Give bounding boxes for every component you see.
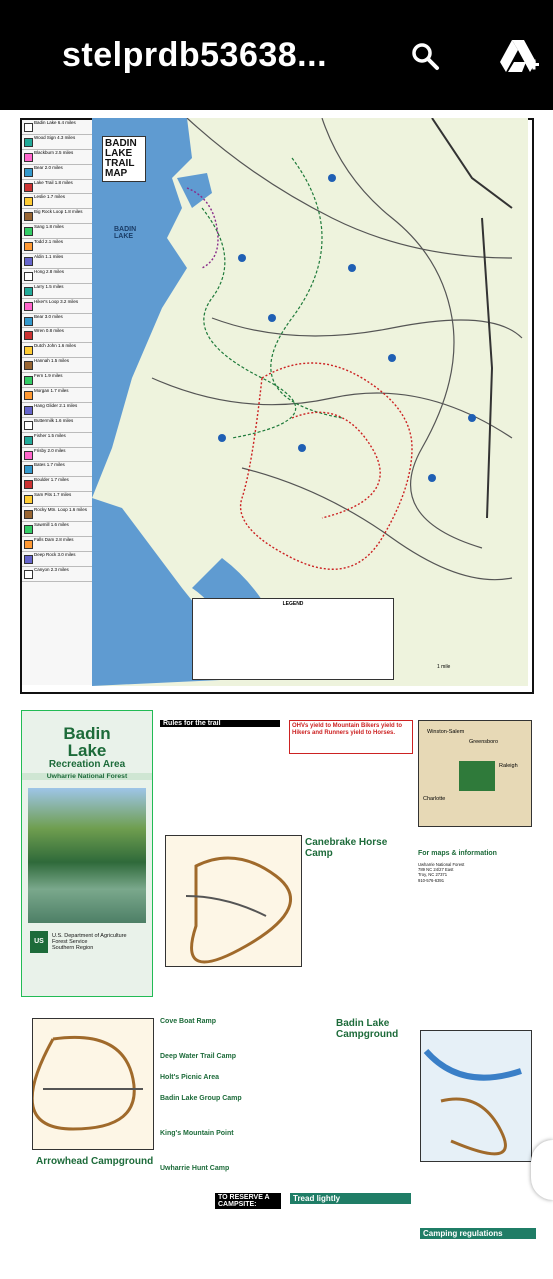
map-title: BADIN LAKE TRAIL MAP	[102, 136, 146, 182]
trail-list-item	[22, 448, 92, 463]
usda-line1: U.S. Department of Agriculture	[52, 933, 127, 939]
usda-logo-icon: US	[30, 931, 48, 953]
trail-color-swatch	[24, 138, 33, 147]
trail-color-swatch	[24, 465, 33, 474]
trail-list-item	[22, 224, 92, 239]
trail-list-label: Hang Glider 2.1 miles	[34, 402, 78, 408]
trail-list-item	[22, 239, 92, 254]
trail-list-item	[22, 433, 92, 448]
maps-info-heading: For maps & information	[418, 850, 497, 857]
trail-list-item	[22, 194, 92, 209]
trail-color-swatch	[24, 495, 33, 504]
trail-list-label: Sam Pits 1.7 miles	[34, 492, 72, 498]
trail-list-item	[22, 180, 92, 195]
trail-color-swatch	[24, 197, 33, 206]
trail-list-label: Sawmill 1.6 miles	[34, 522, 69, 528]
trail-list-label: Leslie 1.7 miles	[34, 194, 66, 200]
rules-heading: Rules for the trail	[160, 720, 280, 727]
trail-color-swatch	[24, 451, 33, 460]
lake-label: BADIN LAKE	[114, 226, 137, 240]
trail-color-swatch	[24, 406, 33, 415]
trail-list-item	[22, 462, 92, 477]
trail-list-item	[22, 492, 92, 507]
document-title: stelprdb53638...	[62, 36, 328, 74]
arrowhead-map	[32, 1018, 154, 1150]
trail-list-item	[22, 358, 92, 373]
trail-list-item	[22, 343, 92, 358]
trail-list-label: Bates 1.7 miles	[34, 462, 65, 468]
trail-list-label: Larry 1.5 miles	[34, 283, 64, 289]
trail-color-swatch	[24, 242, 33, 251]
usda-line2: Forest Service	[52, 939, 88, 945]
trail-color-swatch	[24, 227, 33, 236]
trail-list-label: Dutch John 1.6 miles	[34, 343, 77, 349]
trail-list-label: Morgan 1.7 miles	[34, 388, 69, 394]
facilities-column: Cove Boat Ramp Deep Water Trail Camp Holt's Picnic Area Badin Lake Group Camp King's Mountain Point Uwharrie Hunt Camp	[160, 1018, 242, 1172]
trail-list-item	[22, 269, 92, 284]
trail-list-item	[22, 507, 92, 522]
trail-list-label: Wood Sign 4.3 miles	[34, 134, 76, 140]
trail-list-label: Bear 2.0 miles	[34, 164, 63, 170]
trail-list-label: Boulder 1.7 miles	[34, 477, 69, 483]
trail-list-label: Canyon 2.3 miles	[34, 566, 69, 572]
tread-lightly-heading: Tread lightly	[290, 1193, 411, 1204]
trail-list-item	[22, 388, 92, 403]
lake-photo	[28, 788, 146, 923]
trail-color-swatch	[24, 331, 33, 340]
camping-regs-heading: Camping regulations	[420, 1228, 536, 1239]
trail-list-label: Aldin 1.1 miles	[34, 254, 64, 260]
trail-list-item	[22, 537, 92, 552]
trail-list-label: Hannah 1.5 miles	[34, 358, 70, 364]
map-scale: 1 mile	[437, 664, 451, 670]
trail-color-swatch	[24, 555, 33, 564]
badin-campground-title: Badin Lake Campground	[336, 1018, 399, 1040]
trail-list-item	[22, 522, 92, 537]
trail-list-item	[22, 299, 92, 314]
trail-list-label: Wren 0.8 miles	[34, 328, 64, 334]
trail-color-swatch	[24, 123, 33, 132]
google-drive-add-icon[interactable]	[500, 36, 540, 76]
trail-list-label: Hong 2.8 miles	[34, 268, 65, 274]
trail-list-item	[22, 150, 92, 165]
trail-color-swatch	[24, 168, 33, 177]
trail-list-item	[22, 120, 92, 135]
trail-list-item	[22, 477, 92, 492]
reserve-heading: TO RESERVE A CAMPSITE:	[215, 1193, 281, 1209]
trail-list-sidebar	[22, 120, 93, 685]
trail-list-label: Hiker's Loop 3.2 miles	[34, 298, 79, 304]
trail-list-item	[22, 567, 92, 582]
map-legend: LEGEND	[192, 598, 394, 680]
trail-list-item	[22, 284, 92, 299]
canebrake-title: Canebrake Horse Camp	[305, 837, 388, 859]
trail-list-item	[22, 552, 92, 567]
trail-list-label: Blackburn 2.5 miles	[34, 149, 74, 155]
trail-color-swatch	[24, 525, 33, 534]
trail-list-item	[22, 418, 92, 433]
trail-color-swatch	[24, 317, 33, 326]
brochure-subtitle: Recreation Area	[48, 759, 126, 770]
trail-list-label: Buttermilk 1.6 miles	[34, 417, 74, 423]
trail-list-label: Fern 1.9 miles	[34, 373, 63, 379]
trail-color-swatch	[24, 421, 33, 430]
trail-list-label: Big Rock Loop 1.8 miles	[34, 209, 83, 215]
trail-list-label: Fisher 1.5 miles	[34, 432, 66, 438]
brochure-page	[0, 700, 553, 1279]
trail-color-swatch	[24, 257, 33, 266]
app-bar	[0, 0, 553, 110]
canebrake-map	[165, 835, 302, 967]
trail-color-swatch	[24, 480, 33, 489]
trail-list-label: Sang 1.8 miles	[34, 224, 64, 230]
trail-color-swatch	[24, 302, 33, 311]
trail-map	[92, 118, 528, 686]
trail-color-swatch	[24, 391, 33, 400]
usda-line3: Southern Region	[52, 945, 94, 951]
floating-action-button[interactable]	[531, 1140, 553, 1200]
trail-color-swatch	[24, 287, 33, 296]
trail-list-label: Falls Dam 2.8 miles	[34, 536, 74, 542]
search-icon[interactable]	[405, 36, 445, 76]
trail-list-label: Bear 3.0 miles	[34, 313, 63, 319]
trail-color-swatch	[24, 183, 33, 192]
locator-map: Winston-Salem Greensboro Raleigh Charlotte	[418, 720, 532, 827]
trail-color-swatch	[24, 540, 33, 549]
cover-panel	[21, 710, 153, 997]
arrowhead-title: Arrowhead Campground	[36, 1156, 154, 1167]
trail-color-swatch	[24, 376, 33, 385]
brochure-title-line1: Badin	[63, 724, 111, 743]
trail-list-item	[22, 209, 92, 224]
trail-color-swatch	[24, 510, 33, 519]
trail-list-label: Deep Rock 3.0 miles	[34, 551, 76, 557]
trail-list-item	[22, 135, 92, 150]
campground-map	[420, 1030, 532, 1162]
forest-name: Uwharrie National Forest	[22, 773, 152, 780]
trail-color-swatch	[24, 436, 33, 445]
trail-color-swatch	[24, 346, 33, 355]
trail-color-swatch	[24, 212, 33, 221]
trail-list-item	[22, 314, 92, 329]
trail-list-label: Todd 2.1 miles	[34, 239, 64, 245]
trail-list-item	[22, 373, 92, 388]
trail-list-item	[22, 403, 92, 418]
rules-section	[160, 720, 280, 840]
trail-color-swatch	[24, 570, 33, 579]
trail-color-swatch	[24, 153, 33, 162]
trail-list-item	[22, 254, 92, 269]
yield-notice: OHVs yield to Mountain Bikers yield to Hikers and Runners yield to Horses.	[289, 720, 413, 754]
trail-list-item	[22, 328, 92, 343]
trail-list-label: Lake Trail 1.8 miles	[34, 179, 73, 185]
ranger-address: Uwharrie National Forest 789 NC 24/27 East Troy, NC 27371 910-576-6391	[418, 862, 465, 883]
trail-color-swatch	[24, 361, 33, 370]
trail-list-label: Rocky Mtn. Loop 1.6 miles	[34, 507, 88, 513]
trail-list-item	[22, 165, 92, 180]
brochure-title-line2: Lake	[67, 741, 107, 760]
trail-color-swatch	[24, 272, 33, 281]
trail-list-label: Frisby 2.0 miles	[34, 447, 66, 453]
trail-list-label: Badin Lake 6.4 miles	[34, 120, 76, 125]
